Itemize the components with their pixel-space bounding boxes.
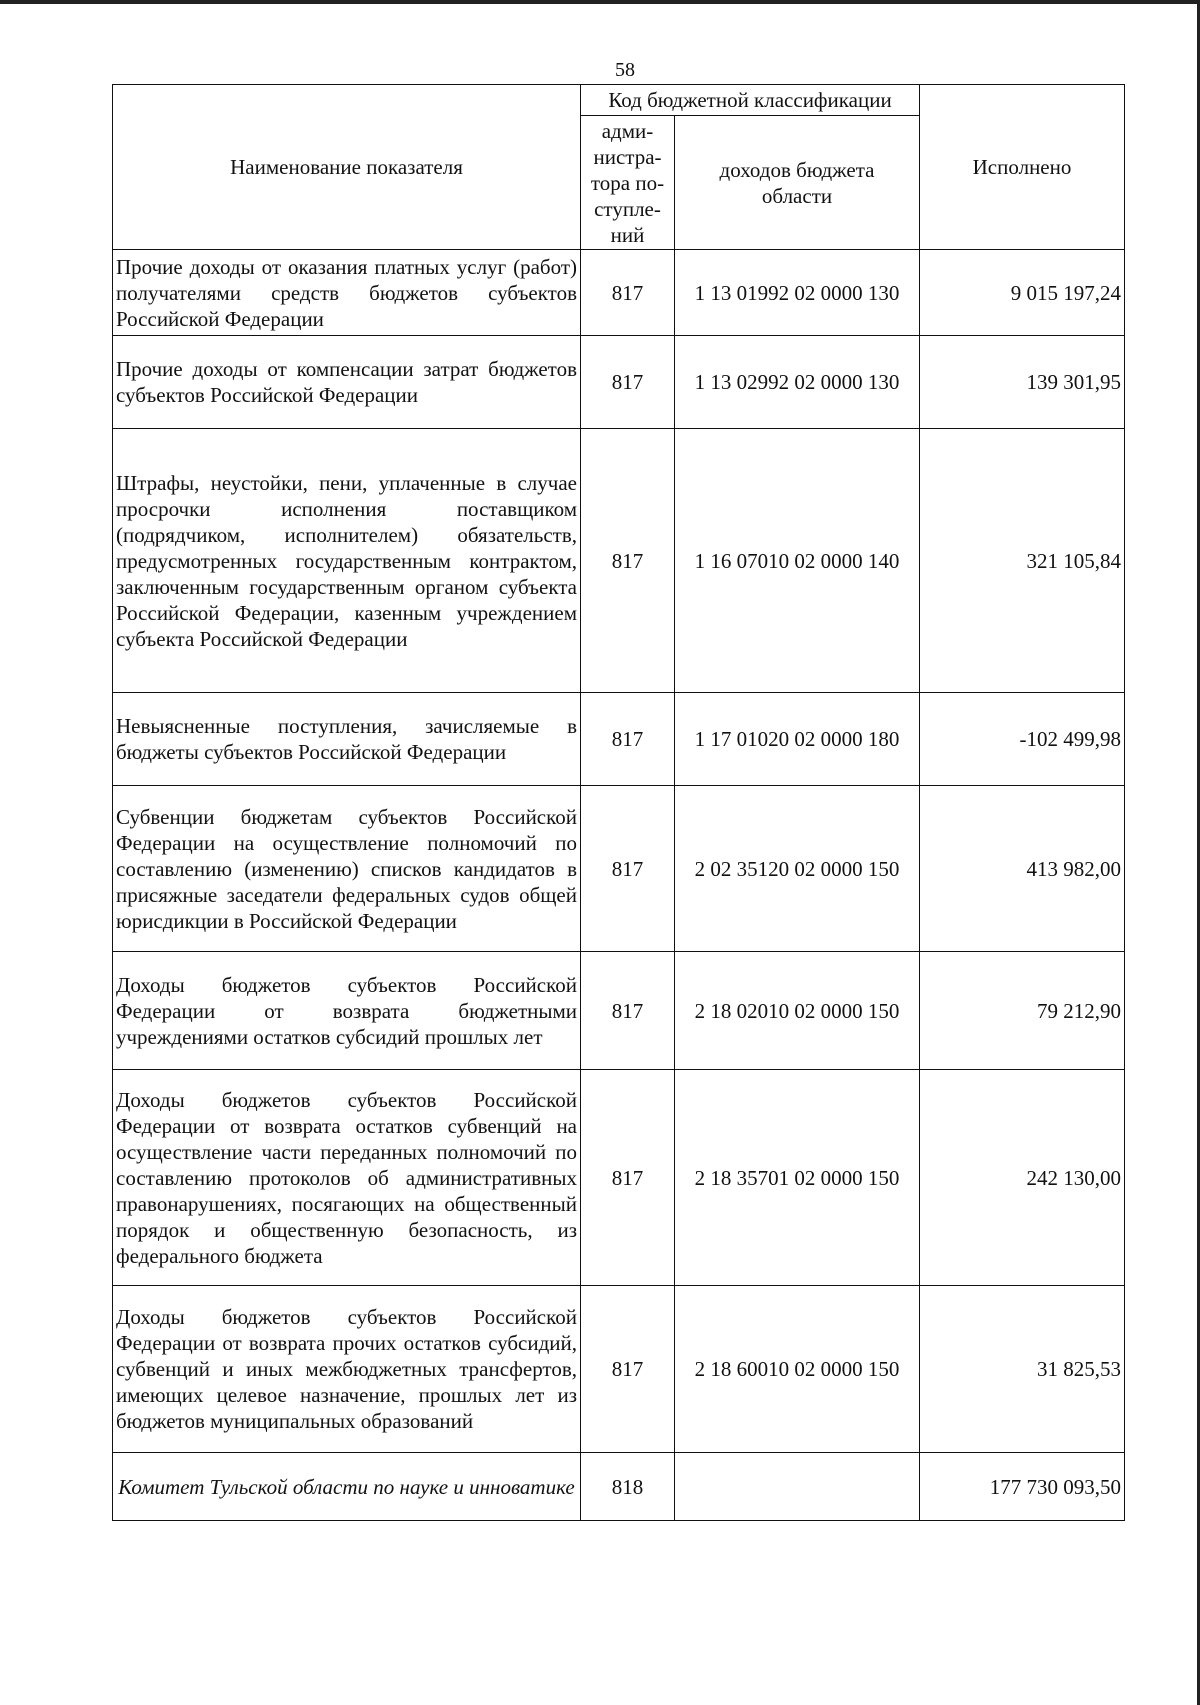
row-executed-amount: 9 015 197,24	[920, 250, 1125, 336]
row-indicator-name: Прочие доходы от компенсации затрат бюджетов субъектов Российской Федерации	[113, 336, 581, 429]
header-budget-code-group: Код бюджетной классификации	[581, 85, 920, 116]
row-indicator-name: Доходы бюджетов субъектов Российской Федерации от возврата остатков субвенций на осуществление части переданных полномочий по составлению протоколов об административных правонарушениях, посягающих на общественный порядок и общественную безопасность, из федерального бюджета	[113, 1070, 581, 1286]
row-administrator-code: 817	[581, 336, 675, 429]
table-row	[113, 786, 1125, 952]
row-indicator-name: Штрафы, неустойки, пени, уплаченные в случае просрочки исполнения поставщиком (подрядчиком, исполнителем) обязательств, предусмотренных государственным контрактом, заключенным государственным органом субъекта Российской Федерации, казенным учреждением субъекта Российской Федерации	[113, 429, 581, 693]
header-executed: Исполнено	[920, 85, 1125, 250]
row-income-code: 1 17 01020 02 0000 180	[675, 693, 920, 786]
row-administrator-code: 817	[581, 1286, 675, 1453]
row-income-code: 2 18 60010 02 0000 150	[675, 1286, 920, 1453]
row-income-code: 2 18 35701 02 0000 150	[675, 1070, 920, 1286]
row-executed-amount: 177 730 093,50	[920, 1453, 1125, 1521]
row-indicator-name: Субвенции бюджетам субъектов Российской Федерации на осуществление полномочий по составлению (изменению) списков кандидатов в присяжные заседатели федеральных судов общей юрисдикции в Российской Федерации	[113, 786, 581, 952]
row-administrator-code: 818	[581, 1453, 675, 1521]
table-row	[113, 336, 1125, 429]
header-income-code: доходов бюджета области	[675, 116, 920, 250]
row-income-code: 1 13 01992 02 0000 130	[675, 250, 920, 336]
row-indicator-name: Доходы бюджетов субъектов Российской Федерации от возврата прочих остатков субсидий, субвенций и иных межбюджетных трансфертов, имеющих целевое назначение, прошлых лет из бюджетов муниципальных образований	[113, 1286, 581, 1453]
row-executed-amount: 139 301,95	[920, 336, 1125, 429]
row-administrator-code: 817	[581, 693, 675, 786]
row-income-code: 2 02 35120 02 0000 150	[675, 786, 920, 952]
row-administrator-code: 817	[581, 250, 675, 336]
header-row-top	[113, 85, 1125, 116]
row-committee-name: Комитет Тульской области по науке и инноватике	[113, 1453, 581, 1521]
row-administrator-code: 817	[581, 429, 675, 693]
table-row	[113, 693, 1125, 786]
header-indicator-name: Наименование показателя	[113, 85, 581, 250]
row-income-code: 1 16 07010 02 0000 140	[675, 429, 920, 693]
row-administrator-code: 817	[581, 1070, 675, 1286]
row-administrator-code: 817	[581, 952, 675, 1070]
row-indicator-name: Прочие доходы от оказания платных услуг (работ) получателями средств бюджетов субъектов Российской Федерации	[113, 250, 581, 336]
row-executed-amount: -102 499,98	[920, 693, 1125, 786]
table-row	[113, 1286, 1125, 1453]
row-income-code	[675, 1453, 920, 1521]
table-row	[113, 1070, 1125, 1286]
table-row-total	[113, 1453, 1125, 1521]
row-administrator-code: 817	[581, 786, 675, 952]
row-indicator-name: Невыясненные поступления, зачисляемые в бюджеты субъектов Российской Федерации	[113, 693, 581, 786]
row-executed-amount: 79 212,90	[920, 952, 1125, 1070]
page-number: 58	[615, 59, 635, 81]
row-executed-amount: 242 130,00	[920, 1070, 1125, 1286]
scan-edge-top	[0, 0, 1200, 4]
table-row	[113, 250, 1125, 336]
table-row	[113, 429, 1125, 693]
table-row	[113, 952, 1125, 1070]
row-executed-amount: 413 982,00	[920, 786, 1125, 952]
budget-income-table	[112, 84, 1125, 1521]
row-income-code: 1 13 02992 02 0000 130	[675, 336, 920, 429]
row-income-code: 2 18 02010 02 0000 150	[675, 952, 920, 1070]
header-administrator: адми- нистра- тора по- ступле- ний	[581, 116, 675, 250]
row-executed-amount: 321 105,84	[920, 429, 1125, 693]
row-indicator-name: Доходы бюджетов субъектов Российской Федерации от возврата бюджетными учреждениями остатков субсидий прошлых лет	[113, 952, 581, 1070]
row-executed-amount: 31 825,53	[920, 1286, 1125, 1453]
